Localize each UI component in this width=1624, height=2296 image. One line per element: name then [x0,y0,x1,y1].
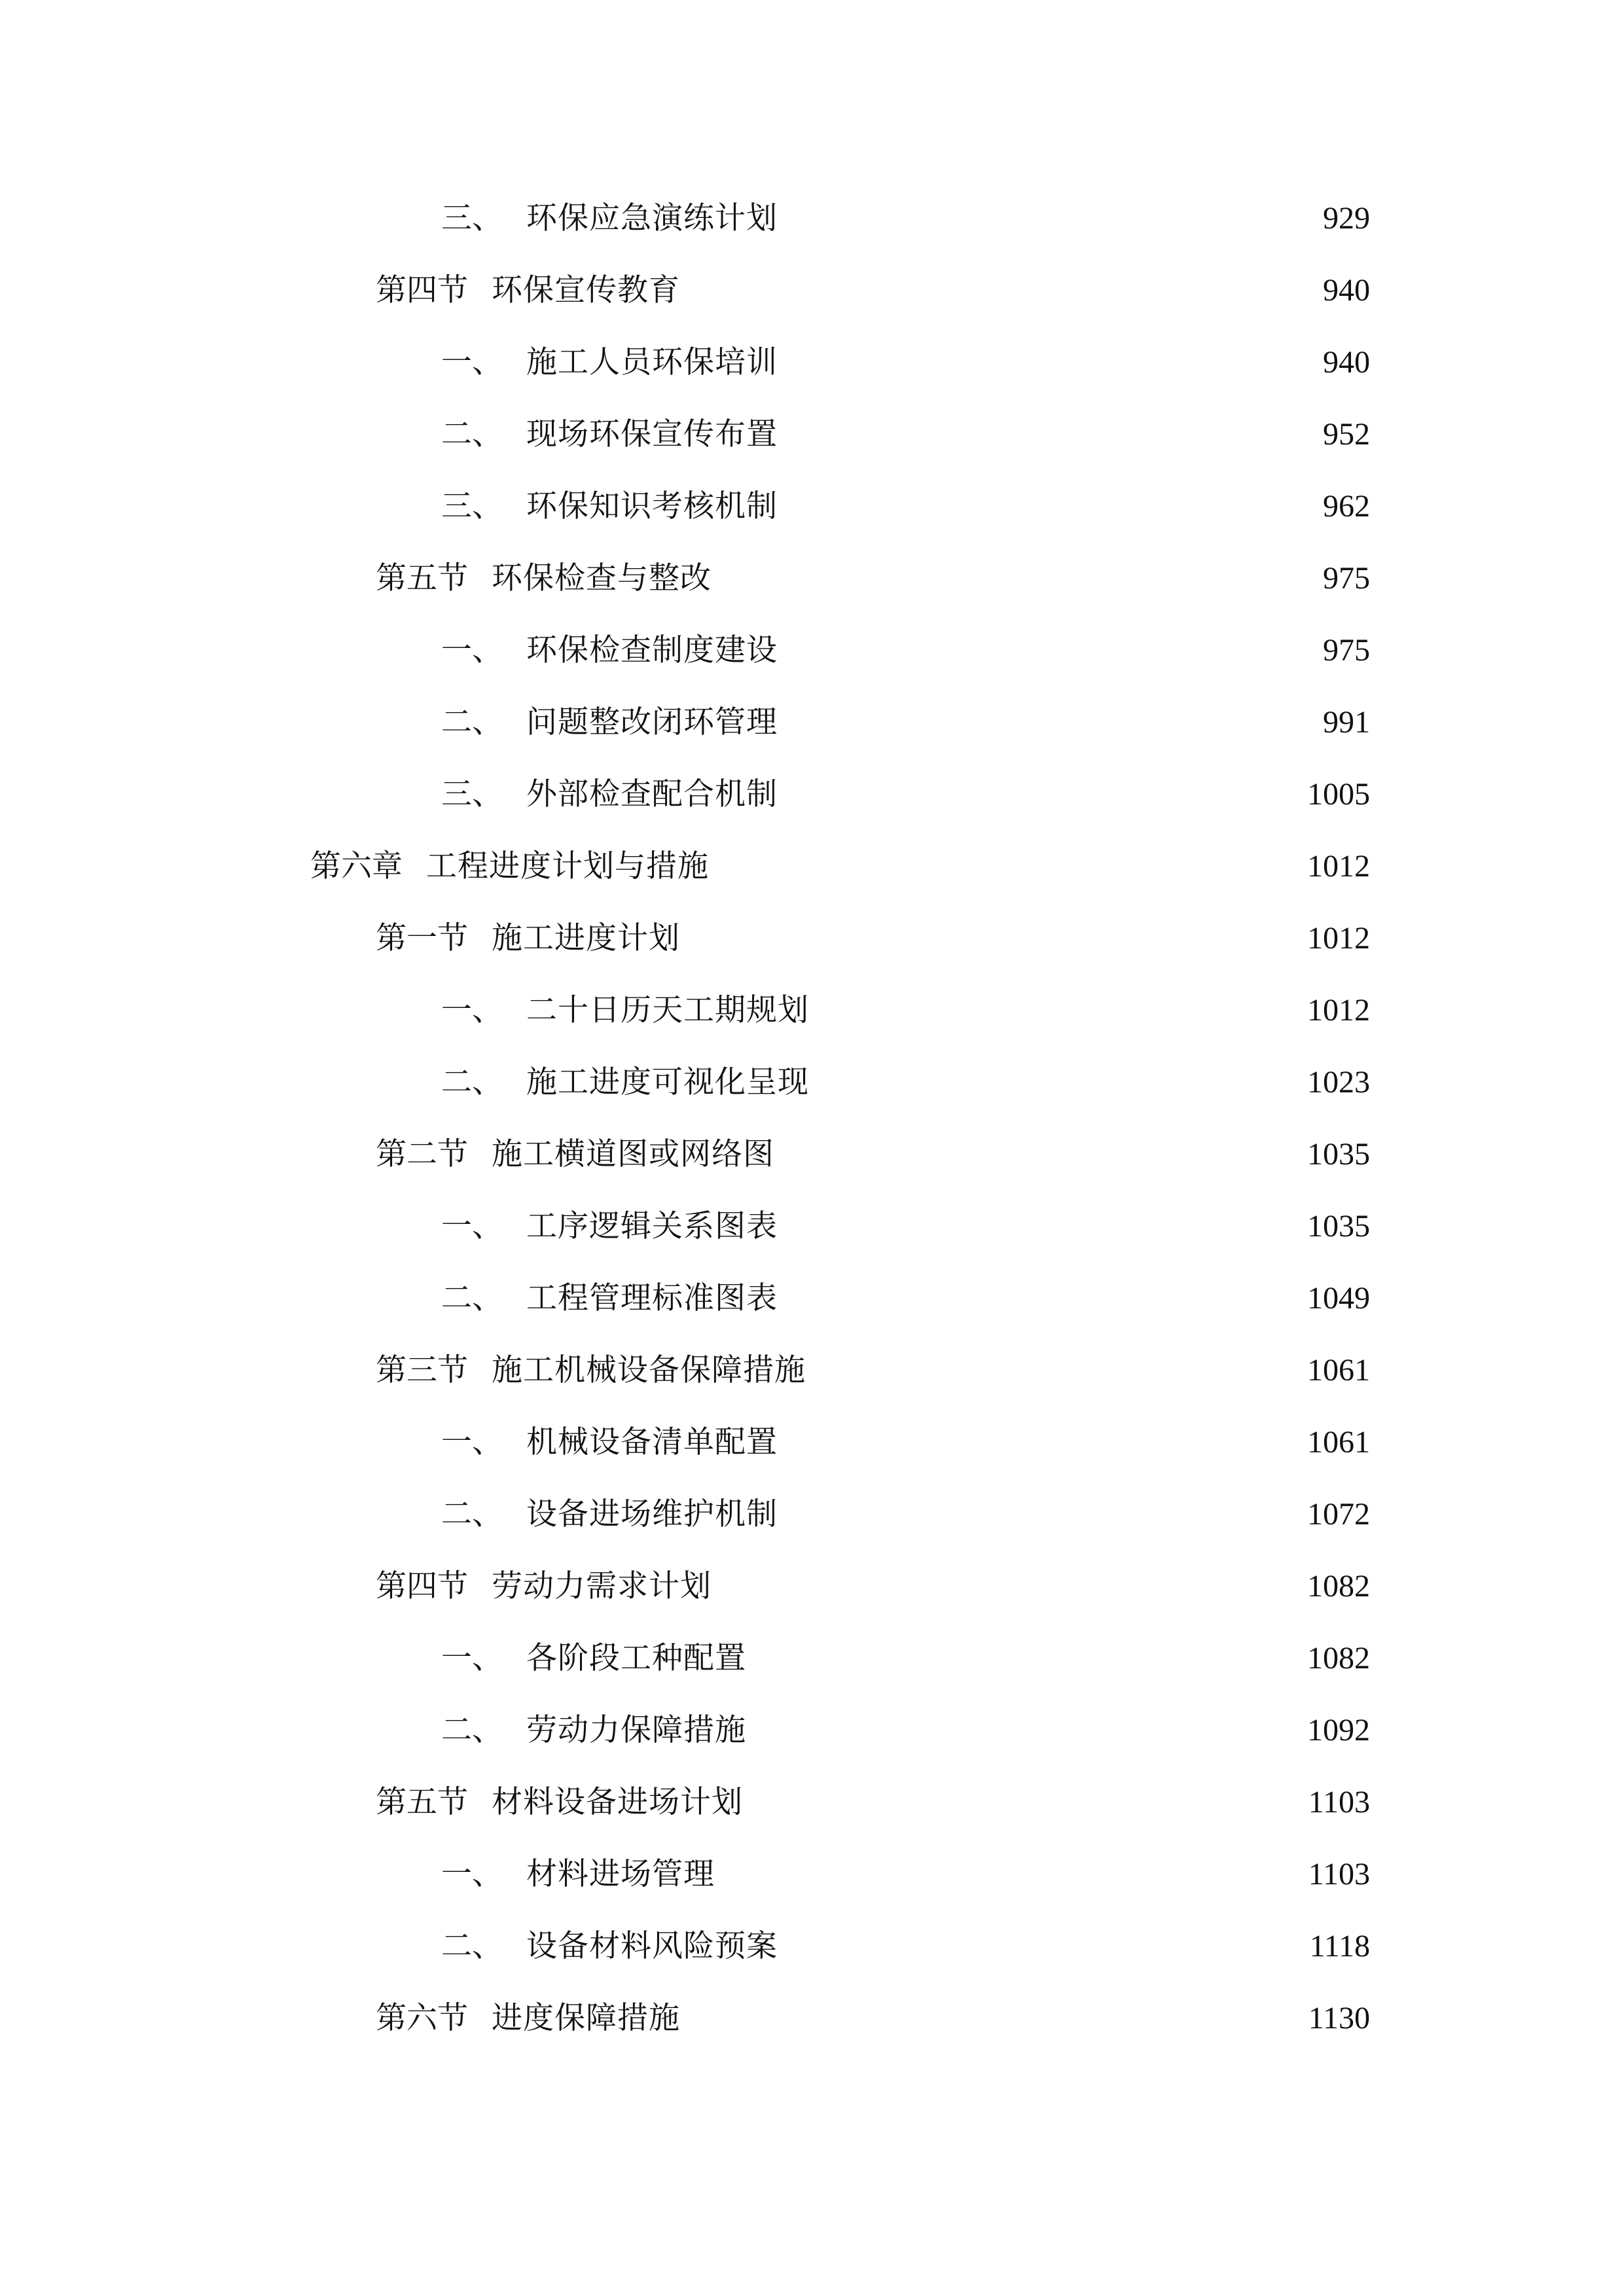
dot-leader [785,707,1315,738]
entry-page-number: 940 [1323,345,1370,380]
entry-page-number: 1082 [1307,1569,1370,1604]
dot-leader [719,1571,1299,1602]
entry-page-number: 1082 [1307,1641,1370,1676]
entry-page-number: 940 [1323,273,1370,308]
dot-leader [817,995,1299,1026]
dot-leader [754,1643,1299,1674]
entry-number: 第六节 [376,2000,468,2036]
toc-entry[interactable] [441,696,1370,749]
toc-entry[interactable] [441,1848,1370,1901]
dot-leader [754,1715,1299,1746]
entry-number: 第三节 [376,1352,468,1388]
toc-entry[interactable] [376,1776,1370,1829]
toc-entry[interactable] [376,1128,1370,1181]
entry-number: 第六章 [310,848,403,884]
dot-leader [785,1931,1302,1962]
dot-leader [723,1859,1301,1890]
entry-title: 施工机械设备保障措施 [492,1352,806,1388]
dot-leader [785,1283,1299,1314]
entry-number: 一、 [441,992,503,1028]
entry-page-number: 991 [1323,705,1370,740]
entry-page-number: 952 [1323,417,1370,452]
toc-entry[interactable] [441,1056,1370,1109]
toc-entry[interactable] [441,1272,1370,1325]
toc-entry[interactable] [441,336,1370,389]
toc-entry[interactable] [441,1488,1370,1541]
entry-number: 二、 [441,1496,503,1532]
dot-leader [688,2003,1301,2034]
toc-entry[interactable] [376,1992,1370,2045]
entry-page-number: 1035 [1307,1137,1370,1172]
toc-entry[interactable] [441,480,1370,533]
entry-page-number: 1012 [1307,849,1370,884]
entry-title: 材料设备进场计划 [492,1784,743,1820]
dot-leader [785,203,1315,234]
entry-title: 环保检查与整改 [492,560,712,596]
entry-page-number: 1118 [1309,1929,1370,1964]
entry-number: 一、 [441,344,503,380]
entry-title: 外部检查配合机制 [526,776,778,812]
dot-leader [785,347,1315,378]
entry-page-number: 929 [1323,201,1370,236]
toc-entry[interactable] [441,192,1370,245]
toc-entry[interactable] [441,624,1370,677]
toc-entry[interactable] [310,840,1370,893]
dot-leader [688,923,1299,954]
entry-title: 问题整改闭环管理 [526,704,778,740]
dot-leader [785,491,1315,522]
entry-number: 二、 [441,416,503,452]
toc-entry[interactable] [441,1200,1370,1253]
dot-leader [717,851,1299,882]
toc-entry[interactable] [441,1920,1370,1973]
toc-entry[interactable] [376,264,1370,317]
entry-page-number: 1035 [1307,1209,1370,1244]
entry-page-number: 1103 [1308,1785,1370,1820]
entry-page-number: 975 [1323,561,1370,596]
entry-title: 机械设备清单配置 [526,1424,778,1460]
entry-number: 三、 [441,488,503,524]
entry-title: 现场环保宣传布置 [526,416,778,452]
entry-number: 二、 [441,1928,503,1964]
entry-number: 第二节 [376,1136,468,1172]
entry-page-number: 1005 [1307,777,1370,812]
toc-entry[interactable] [376,1560,1370,1613]
entry-page-number: 962 [1323,489,1370,524]
entry-title: 工序逻辑关系图表 [526,1208,778,1244]
entry-title: 施工人员环保培训 [526,344,778,380]
entry-page-number: 1061 [1307,1353,1370,1388]
toc-entry[interactable] [441,408,1370,461]
entry-title: 进度保障措施 [492,2000,680,2036]
entry-number: 三、 [441,200,503,236]
entry-number: 二、 [441,1064,503,1100]
entry-title: 各阶段工种配置 [526,1640,746,1676]
dot-leader [785,419,1315,450]
entry-page-number: 1092 [1307,1713,1370,1748]
entry-title: 工程进度计划与措施 [426,848,709,884]
entry-page-number: 1072 [1307,1497,1370,1532]
entry-number: 一、 [441,1424,503,1460]
entry-title: 环保检查制度建设 [526,632,778,668]
entry-title: 劳动力需求计划 [492,1568,712,1604]
toc-entry[interactable] [441,984,1370,1037]
entry-page-number: 1103 [1308,1857,1370,1892]
entry-page-number: 1049 [1307,1281,1370,1316]
entry-page-number: 1012 [1307,993,1370,1028]
dot-leader [817,1067,1299,1098]
entry-title: 施工进度计划 [492,920,680,956]
entry-title: 材料进场管理 [526,1856,715,1892]
entry-number: 第一节 [376,920,468,956]
entry-title: 环保宣传教育 [492,272,680,308]
entry-number: 一、 [441,1856,503,1892]
entry-number: 第五节 [376,560,468,596]
entry-number: 第五节 [376,1784,468,1820]
entry-title: 环保应急演练计划 [526,200,778,236]
entry-number: 二、 [441,1712,503,1748]
entry-page-number: 1012 [1307,921,1370,956]
toc-entry[interactable] [376,552,1370,605]
entry-page-number: 1061 [1307,1425,1370,1460]
entry-number: 一、 [441,1208,503,1244]
toc-entry[interactable] [376,1344,1370,1397]
toc-entry[interactable] [441,1416,1370,1469]
dot-leader [688,275,1315,306]
entry-title: 施工横道图或网络图 [492,1136,774,1172]
entry-number: 一、 [441,632,503,668]
entry-page-number: 975 [1323,633,1370,668]
dot-leader [782,1139,1299,1170]
entry-page-number: 1130 [1308,2001,1370,2036]
dot-leader [814,1355,1299,1386]
entry-title: 环保知识考核机制 [526,488,778,524]
dot-leader [785,1211,1299,1242]
entry-title: 施工进度可视化呈现 [526,1064,809,1100]
dot-leader [751,1787,1301,1818]
dot-leader [785,779,1299,810]
dot-leader [785,1427,1299,1458]
entry-title: 二十日历天工期规划 [526,992,809,1028]
entry-number: 二、 [441,704,503,740]
entry-number: 第四节 [376,1568,468,1604]
entry-title: 工程管理标准图表 [526,1280,778,1316]
entry-page-number: 1023 [1307,1065,1370,1100]
toc-entry[interactable] [441,768,1370,821]
entry-title: 劳动力保障措施 [526,1712,746,1748]
entry-number: 一、 [441,1640,503,1676]
dot-leader [719,563,1315,594]
dot-leader [785,1499,1299,1530]
entry-number: 三、 [441,776,503,812]
entry-number: 第四节 [376,272,468,308]
toc-entry[interactable] [441,1704,1370,1757]
entry-title: 设备进场维护机制 [526,1496,778,1532]
entry-title: 设备材料风险预案 [526,1928,778,1964]
toc-entry[interactable] [441,1632,1370,1685]
dot-leader [785,635,1315,666]
entry-number: 二、 [441,1280,503,1316]
toc-entry[interactable] [376,912,1370,965]
